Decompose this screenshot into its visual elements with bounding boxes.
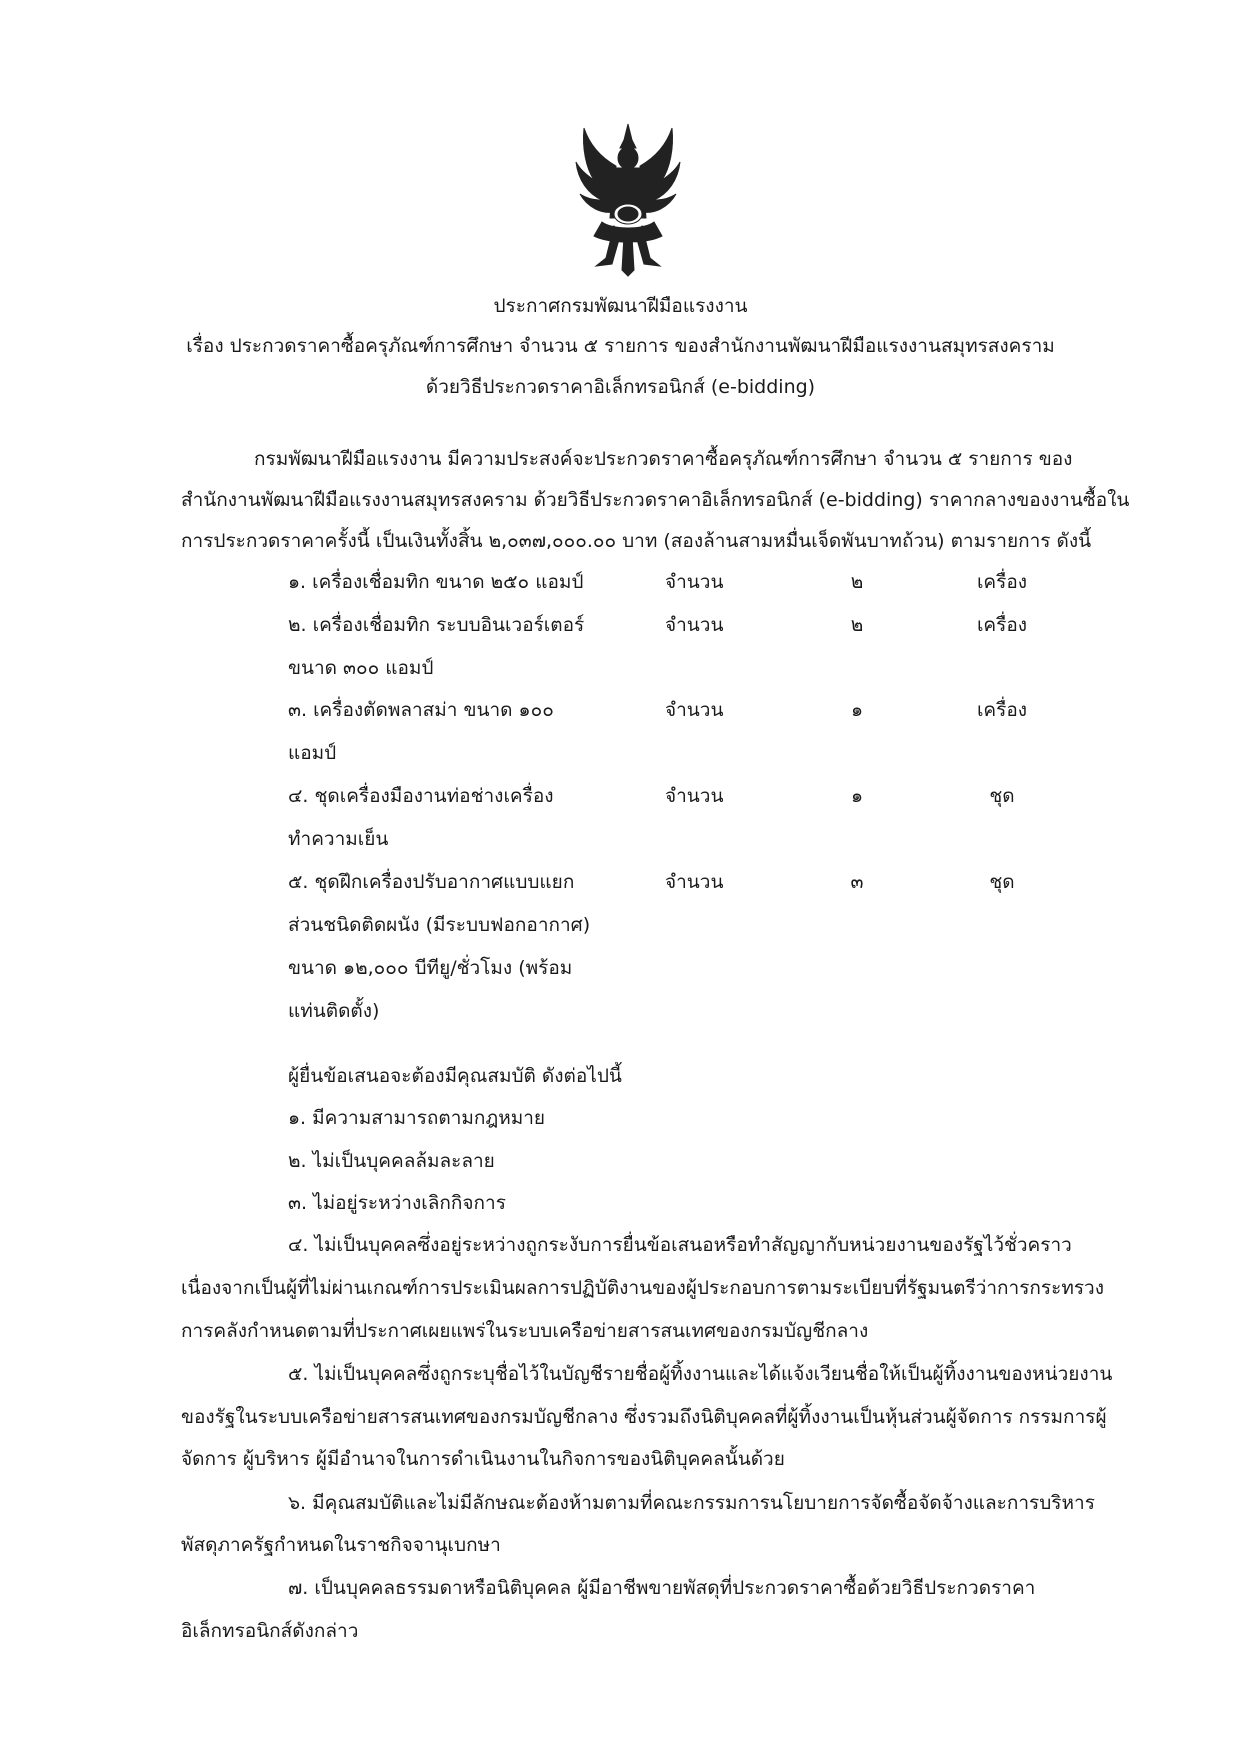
announcement-method: ด้วยวิธีประกวดราคาอิเล็กทรอนิกส์ (e-bidding) — [425, 376, 816, 398]
qualification-item: พัสดุภาครัฐกำหนดในราชกิจจานุเบกษา — [181, 1534, 501, 1556]
item-qty-label: จำนวน — [665, 871, 724, 893]
item-description: ๑. เครื่องเชื่อมทิก ขนาด ๒๕๐ แอมป์ — [288, 571, 584, 593]
qualification-item: การคลังกำหนดตามที่ประกาศเผยแพร่ในระบบเครือข่ายสารสนเทศของกรมบัญชีกลาง — [181, 1320, 869, 1342]
item-description: ขนาด ๑๒,๐๐๐ บีทียู/ชั่วโมง (พร้อม — [288, 957, 573, 979]
qualification-item: ๔. ไม่เป็นบุคคลซึ่งอยู่ระหว่างถูกระงับการยื่นข้อเสนอหรือทำสัญญากับหน่วยงานของรัฐไว้ชั่วคราว — [288, 1234, 1072, 1256]
garuda-emblem-icon — [572, 118, 684, 278]
qualifications-heading: ผู้ยื่นข้อเสนอจะต้องมีคุณสมบัติ ดังต่อไปนี้ — [288, 1065, 622, 1087]
item-unit: เครื่อง — [976, 571, 1028, 593]
item-qty-label: จำนวน — [665, 699, 724, 721]
item-unit: เครื่อง — [976, 614, 1028, 636]
item-qty: ๓ — [850, 871, 864, 893]
qualification-item: จัดการ ผู้บริหาร ผู้มีอำนาจในการดำเนินงานในกิจการของนิติบุคคลนั้นด้วย — [181, 1448, 785, 1470]
qualification-item: ๒. ไม่เป็นบุคคลล้มละลาย — [288, 1150, 495, 1172]
item-description: ๕. ชุดฝึกเครื่องปรับอากาศแบบแยก — [288, 871, 575, 893]
item-qty: ๒ — [850, 614, 864, 636]
qualification-item: ๖. มีคุณสมบัติและไม่มีลักษณะต้องห้ามตามที่คณะกรรมการนโยบายการจัดซื้อจัดจ้างและการบริหาร — [288, 1492, 1095, 1514]
qualification-item: ๕. ไม่เป็นบุคคลซึ่งถูกระบุชื่อไว้ในบัญชีรายชื่อผู้ทิ้งงานและได้แจ้งเวียนชื่อให้เป็นผู้ทิ้งงานของหน่วยงาน — [288, 1363, 1113, 1385]
item-description: ๓. เครื่องตัดพลาสม่า ขนาด ๑๐๐ — [288, 699, 554, 721]
item-description: แอมป์ — [288, 742, 337, 764]
intro-line: สำนักงานพัฒนาฝีมือแรงงานสมุทรสงคราม ด้วยวิธีประกวดราคาอิเล็กทรอนิกส์ (e-bidding) ราคากลางของงานซื้อใน — [181, 489, 1130, 511]
item-unit: ชุด — [989, 871, 1015, 893]
qualification-item: อิเล็กทรอนิกส์ดังกล่าว — [181, 1620, 359, 1642]
item-description: ทำความเย็น — [288, 828, 389, 850]
item-qty-label: จำนวน — [665, 785, 724, 807]
item-unit: เครื่อง — [976, 699, 1028, 721]
announcement-title: ประกาศกรมพัฒนาฝีมือแรงงาน — [493, 295, 748, 317]
item-description: แท่นติดตั้ง) — [288, 1000, 380, 1022]
announcement-subject: เรื่อง ประกวดราคาซื้อครุภัณฑ์การศึกษา จำนวน ๕ รายการ ของสำนักงานพัฒนาฝีมือแรงงานสมุทรสงคราม — [186, 335, 1055, 357]
intro-line: การประกวดราคาครั้งนี้ เป็นเงินทั้งสิ้น ๒,๐๓๗,๐๐๐.๐๐ บาท (สองล้านสามหมื่นเจ็ดพันบาทถ้วน) ตามรายการ ดังนี้ — [181, 530, 1092, 552]
item-qty: ๑ — [850, 699, 864, 721]
qualification-item: ๗. เป็นบุคคลธรรมดาหรือนิติบุคคล ผู้มีอาชีพขายพัสดุที่ประกวดราคาซื้อด้วยวิธีประกวดราคา — [288, 1577, 1036, 1599]
item-description: ๔. ชุดเครื่องมืองานท่อช่างเครื่อง — [288, 785, 554, 807]
item-description: ๒. เครื่องเชื่อมทิก ระบบอินเวอร์เตอร์ — [288, 614, 585, 636]
item-qty: ๒ — [850, 571, 864, 593]
item-unit: ชุด — [989, 785, 1015, 807]
item-qty: ๑ — [850, 785, 864, 807]
item-description: ส่วนชนิดติดผนัง (มีระบบฟอกอากาศ) — [288, 914, 591, 936]
qualification-item: ของรัฐในระบบเครือข่ายสารสนเทศของกรมบัญชีกลาง ซึ่งรวมถึงนิติบุคคลที่ผู้ทิ้งงานเป็นหุ้นส่วนผู้จัดการ กรรมการผู้ — [181, 1406, 1107, 1428]
item-description: ขนาด ๓๐๐ แอมป์ — [288, 657, 434, 679]
item-qty-label: จำนวน — [665, 571, 724, 593]
qualification-item: ๓. ไม่อยู่ระหว่างเลิกกิจการ — [288, 1192, 506, 1214]
qualification-item: ๑. มีความสามารถตามกฎหมาย — [288, 1107, 546, 1129]
intro-line: กรมพัฒนาฝีมือแรงงาน มีความประสงค์จะประกวดราคาซื้อครุภัณฑ์การศึกษา จำนวน ๕ รายการ ของ — [254, 448, 1073, 470]
qualification-item: เนื่องจากเป็นผู้ที่ไม่ผ่านเกณฑ์การประเมินผลการปฏิบัติงานของผู้ประกอบการตามระเบียบที่รัฐมนตรีว่าการกระทรวง — [181, 1277, 1105, 1299]
item-qty-label: จำนวน — [665, 614, 724, 636]
